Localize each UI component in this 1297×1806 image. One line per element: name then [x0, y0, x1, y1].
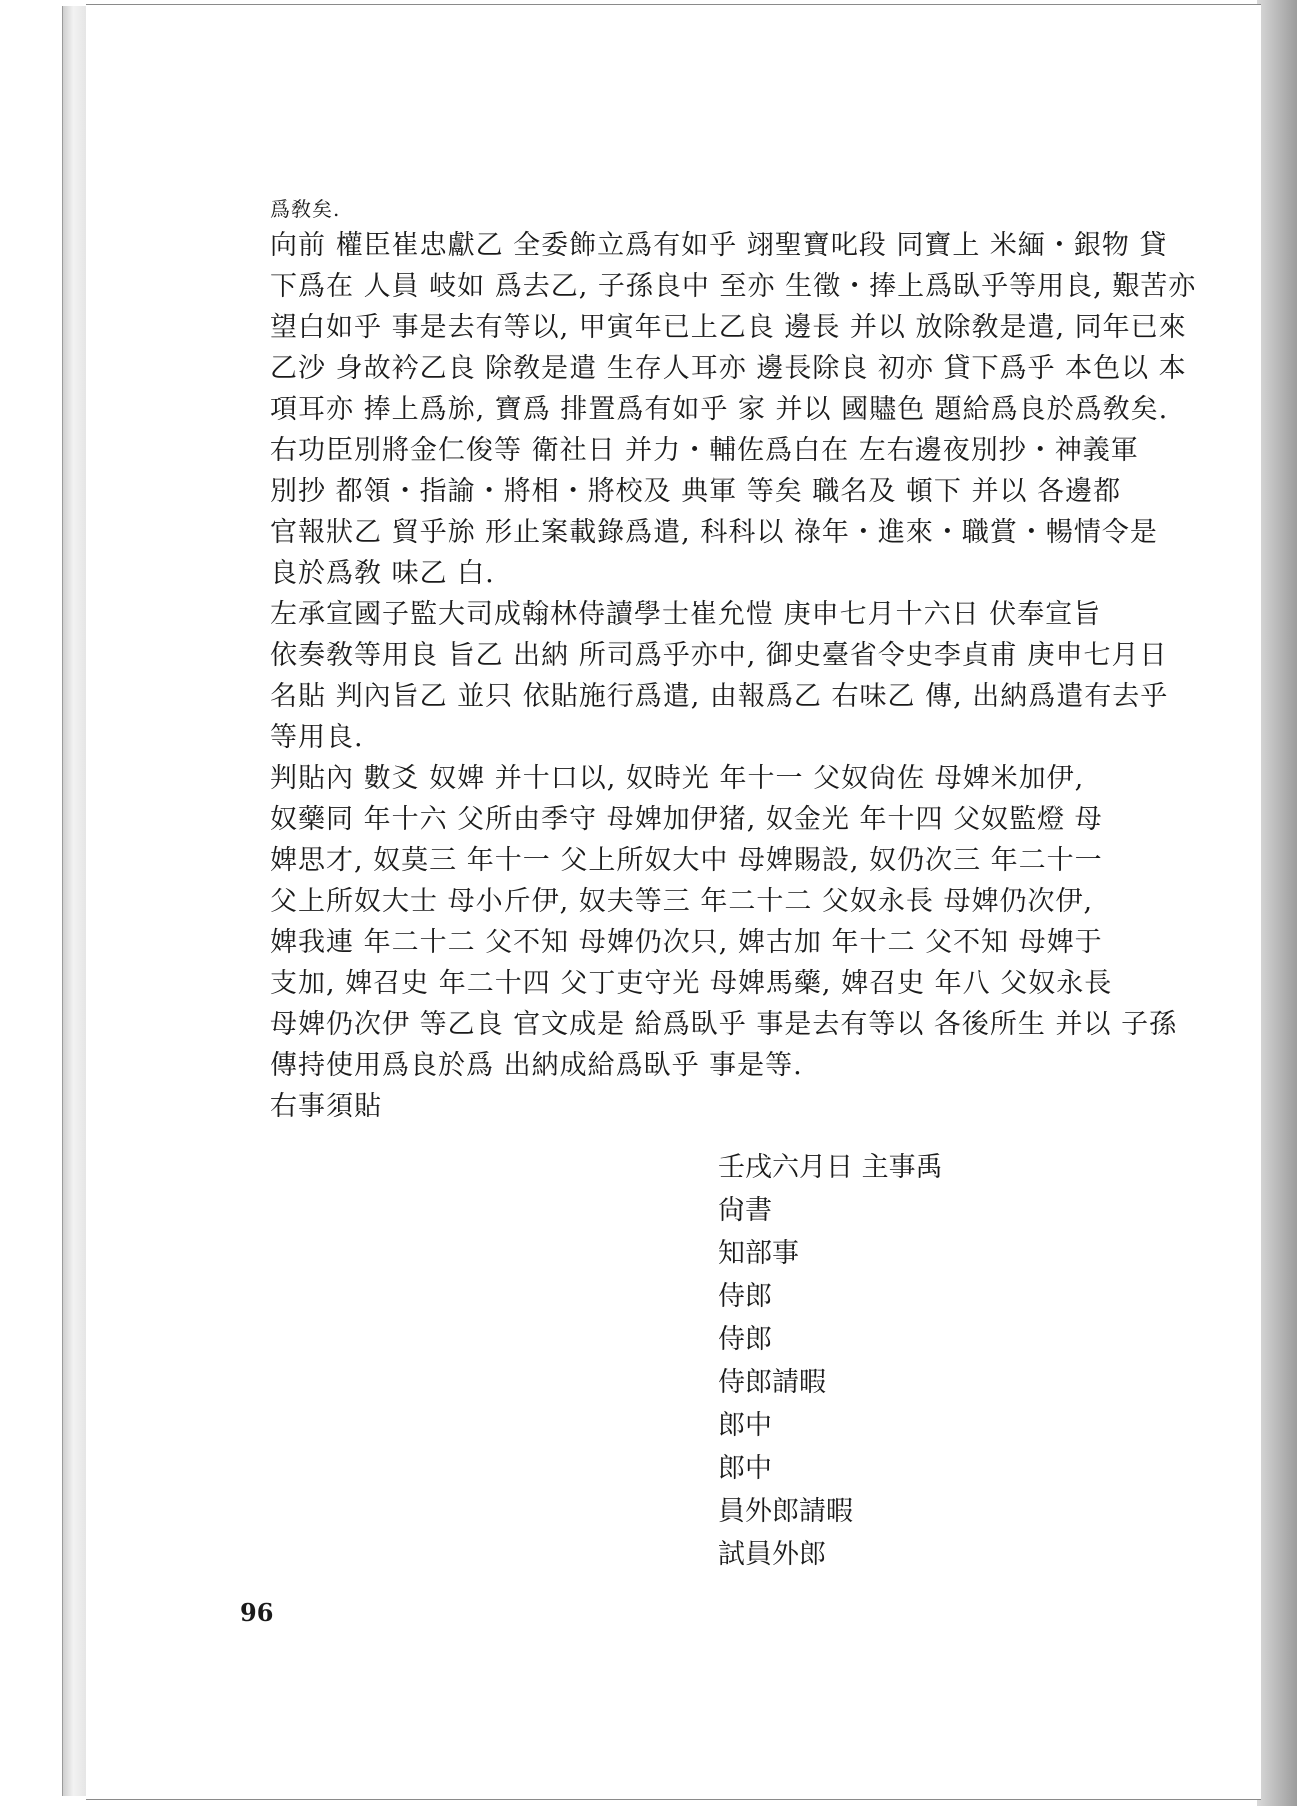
- text-line: 項耳亦 捧上爲旀, 寶爲 排置爲有如乎 家 并以 國贐色 題給爲良於爲敎矣.: [270, 394, 1169, 425]
- text-line: 判貼內 數爻 奴婢 并十口以, 奴時光 年十一 父奴尙佐 母婢米加伊,: [270, 763, 1085, 794]
- signature-line: 員外郎請暇: [718, 1496, 853, 1527]
- text-line: 望白如乎 事是去有等以, 甲寅年已上乙良 邊長 并以 放除敎是遣, 同年已來: [270, 312, 1187, 343]
- document-body: [270, 193, 1197, 1127]
- text-line: 婢思才, 奴莫三 年十一 父上所奴大中 母婢賜設, 奴仍次三 年二十一: [270, 845, 1103, 876]
- text-line: 依奏敎等用良 旨乙 出納 所司爲乎亦中, 御史臺省令史李貞甫 庚申七月日: [270, 640, 1168, 671]
- text-line: 母婢仍次伊 等乙良 官文成是 給爲臥乎 事是去有等以 各後所生 并以 子孫: [270, 1009, 1178, 1040]
- text-line: 左承宣國子監大司成翰林侍讀學士崔允愷 庚申七月十六日 伏奉宣旨: [270, 599, 1102, 630]
- signature-line: 知部事: [718, 1238, 799, 1269]
- text-line: 官報狀乙 貿乎旀 形止案載錄爲遣, 科科以 祿年・進來・職賞・暢情令是: [270, 517, 1158, 548]
- text-line: 向前 權臣崔忠獻乙 全委飾立爲有如乎 翊聖寶叱段 同寶上 米緬・銀物 貸: [270, 230, 1168, 261]
- text-line: 下爲在 人員 岐如 爲去乙, 子孫良中 至亦 生徵・捧上爲臥乎等用良, 艱苦亦: [270, 271, 1197, 302]
- signature-block: [718, 1146, 1138, 1576]
- signature-line: 侍郎: [718, 1324, 772, 1355]
- book-page-edge-left: [62, 6, 89, 1796]
- signature-line: 郎中: [718, 1410, 772, 1441]
- text-line: 右功臣別將金仁俊等 衛社日 并力・輔佐爲白在 左右邊夜別抄・神義軍: [270, 435, 1139, 466]
- text-line: 傳持使用爲良於爲 出納成給爲臥乎 事是等.: [270, 1050, 803, 1081]
- text-line: 名貼 判內旨乙 並只 依貼施行爲遣, 由報爲乙 右味乙 傳, 出納爲遣有去乎: [270, 681, 1169, 712]
- signature-line: 侍郎請暇: [718, 1367, 826, 1398]
- text-line: 別抄 都領・指諭・將相・將校及 典軍 等矣 職名及 頓下 并以 各邊都: [270, 476, 1122, 507]
- signature-line: 尙書: [718, 1195, 772, 1226]
- text-line: 婢我連 年二十二 父不知 母婢仍次只, 婢古加 年十二 父不知 母婢于: [270, 927, 1103, 958]
- text-line: 父上所奴大士 母小斤伊, 奴夫等三 年二十二 父奴永長 母婢仍次伊,: [270, 886, 1094, 917]
- signature-line: 試員外郎: [718, 1539, 826, 1570]
- text-line: 等用良.: [270, 722, 364, 753]
- text-line: 支加, 婢召史 年二十四 父丁吏守光 母婢馬藥, 婢召史 年八 父奴永長: [270, 968, 1113, 999]
- text-line: 奴藥同 年十六 父所由季守 母婢加伊猪, 奴金光 年十四 父奴監燈 母: [270, 804, 1103, 835]
- signature-line: 壬戌六月日 主事禹: [718, 1152, 943, 1183]
- text-line: 爲敎矣.: [270, 197, 341, 221]
- book-page-edge-right: [1257, 0, 1297, 1806]
- text-line: 良於爲敎 味乙 白.: [270, 558, 495, 589]
- signature-line: 侍郎: [718, 1281, 772, 1312]
- text-line: 乙沙 身故衿乙良 除敎是遣 生存人耳亦 邊長除良 初亦 貸下爲乎 本色以 本: [270, 353, 1187, 384]
- signature-line: 郎中: [718, 1453, 772, 1484]
- text-line: 右事須貼: [270, 1091, 382, 1122]
- page-number: 96: [240, 1598, 274, 1627]
